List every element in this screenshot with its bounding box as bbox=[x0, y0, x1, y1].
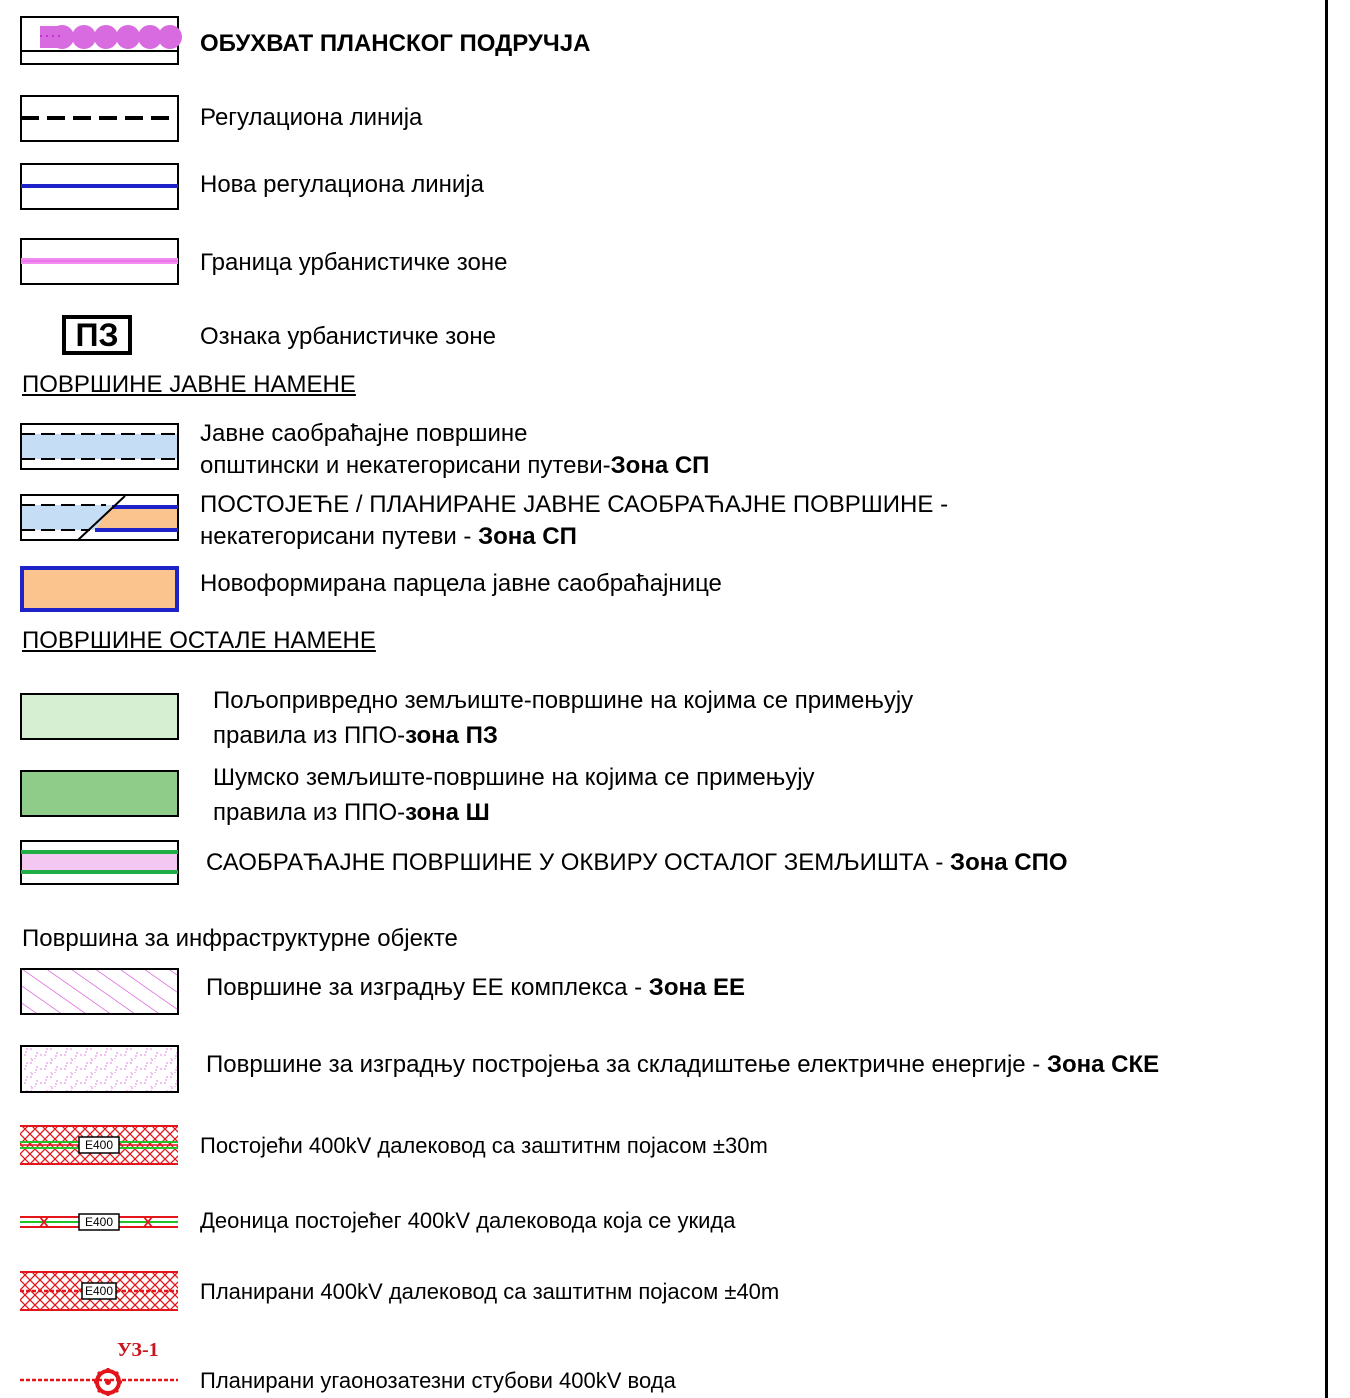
public-roads-line2-text: општински и некатегорисани путеви- bbox=[200, 452, 611, 479]
forest-swatch-icon bbox=[20, 770, 182, 818]
urban-zone-border-label: Граница урбанистичке зоне bbox=[200, 249, 508, 276]
agricultural-line2-text: правила из ППО- bbox=[213, 722, 406, 749]
new-regulation-line-label: Нова регулациона линија bbox=[200, 171, 484, 198]
existing-planned-roads-line2-text: некатегорисани путеви - bbox=[200, 523, 479, 550]
existing-planned-roads-line1: ПОСТОЈЕЋЕ / ПЛАНИРАНЕ ЈАВНЕ САОБРАЋАЈНЕ ПОВРШИНЕ - bbox=[200, 491, 949, 518]
new-regulation-line-swatch-icon bbox=[20, 163, 182, 211]
forest-line1: Шумско земљиште-површине на којима се примењују bbox=[213, 764, 815, 791]
existing-400kv-label: Постојећи 400kV далековод са заштитнм појасом ±30m bbox=[200, 1133, 768, 1158]
other-roads-zone: Зона СПО bbox=[950, 849, 1068, 876]
tower-marker-icon bbox=[20, 1336, 182, 1396]
dotted-boundary-swatch-icon bbox=[20, 16, 182, 68]
forest-zone: зона Ш bbox=[405, 799, 490, 826]
planned-powerline-swatch-icon bbox=[20, 1270, 182, 1314]
public-roads-line1: Јавне саобраћајне површине bbox=[200, 420, 528, 447]
storage-text: Површине за изградњу постројења за складиштење електричне енергије - bbox=[206, 1051, 1047, 1078]
other-roads-text: САОБРАЋАЈНЕ ПОВРШИНЕ У ОКВИРУ ОСТАЛОГ ЗЕМЉИШТА - bbox=[206, 849, 951, 876]
new-parcel-label: Новоформирана парцела јавне саобраћајнице bbox=[200, 570, 722, 597]
storage-pattern-swatch-icon bbox=[20, 1045, 182, 1095]
other-roads-swatch-icon bbox=[20, 840, 182, 888]
agricultural-line1: Пољопривредно земљиште-површине на којима се примењују bbox=[213, 687, 914, 714]
dashed-line-swatch-icon bbox=[20, 95, 182, 143]
storage-label bbox=[206, 1049, 1325, 1081]
tower-tag: УЗ-1 bbox=[117, 1339, 159, 1361]
urban-zone-mark-label: Ознака урбанистичке зоне bbox=[200, 323, 496, 350]
agricultural-line2 bbox=[213, 720, 498, 752]
public-roads-swatch-icon bbox=[20, 423, 182, 471]
plan-boundary-label: ОБУХВАТ ПЛАНСКОГ ПОДРУЧЈА bbox=[200, 30, 591, 57]
ee-complex-hatch-swatch-icon bbox=[20, 968, 182, 1016]
forest-line2-text: правила из ППО- bbox=[213, 799, 406, 826]
section-infrastructure-title: Површина за инфраструктурне објекте bbox=[22, 925, 458, 952]
existing-powerline-swatch-icon bbox=[20, 1124, 182, 1168]
storage-zone: Зона СКЕ bbox=[1046, 1051, 1160, 1078]
agricultural-swatch-icon bbox=[20, 693, 182, 741]
existing-400kv-tag: E400 bbox=[84, 1138, 114, 1152]
tower-label: Планирани угаонозатезни стубови 400kV вода bbox=[200, 1368, 676, 1393]
section-public-use-title: ПОВРШИНЕ ЈАВНЕ НАМЕНЕ bbox=[22, 371, 356, 398]
existing-planned-roads-swatch-icon bbox=[20, 494, 182, 542]
existing-planned-roads-zone: Зона СП bbox=[478, 523, 577, 550]
legend-frame-right-border bbox=[1325, 0, 1328, 1398]
public-roads-line2 bbox=[200, 450, 709, 482]
planned-400kv-tag: E400 bbox=[84, 1284, 114, 1298]
ee-complex-label bbox=[206, 972, 745, 1004]
regulation-line-label: Регулациона линија bbox=[200, 104, 423, 131]
ee-complex-text: Површине за изградњу ЕЕ комплекса - bbox=[206, 974, 649, 1001]
removed-400kv-tag: E400 bbox=[84, 1215, 114, 1229]
urban-zone-border-swatch-icon bbox=[20, 238, 182, 286]
new-parcel-swatch-icon bbox=[20, 566, 182, 614]
planned-400kv-label: Планирани 400kV далековод са заштитнм појасом ±40m bbox=[200, 1279, 780, 1304]
public-roads-zone: Зона СП bbox=[610, 452, 710, 479]
forest-line2 bbox=[213, 797, 490, 829]
other-roads-label bbox=[206, 847, 1068, 879]
section-other-use-title: ПОВРШИНЕ ОСТАЛЕ НАМЕНЕ bbox=[22, 627, 376, 654]
urban-zone-mark-badge: ПЗ bbox=[62, 315, 132, 355]
agricultural-zone: зона ПЗ bbox=[405, 722, 498, 749]
removed-400kv-label: Деоница постојећег 400kV далековода која се укида bbox=[200, 1208, 736, 1233]
existing-planned-roads-line2 bbox=[200, 521, 577, 553]
removed-powerline-swatch-icon bbox=[20, 1210, 182, 1234]
ee-complex-zone: Зона ЕЕ bbox=[648, 974, 746, 1001]
